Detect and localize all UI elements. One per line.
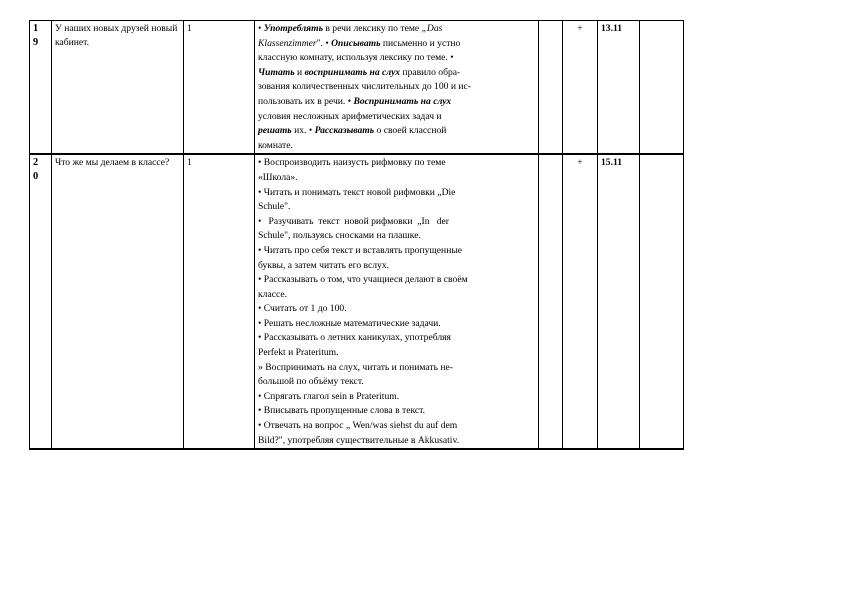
activity-text: пользовать их в речи. • <box>258 95 354 107</box>
activity-line: Schule". <box>258 201 291 213</box>
activity-line: Perfekt и Prateritum. <box>258 347 339 359</box>
lesson-date: 15.11 <box>598 154 640 449</box>
activity-line: Bild?", употребляя существительные в Akkusativ. <box>258 434 460 446</box>
activity-line: • Решать несложные математические задачи. <box>258 317 441 329</box>
activity-line: • Вписывать пропущенные слова в текст. <box>258 405 426 417</box>
activity-verb: воспринимать на слух <box>304 66 401 78</box>
activity-line: условия несложных арифметических задач и <box>258 110 442 122</box>
activity-verb: Читать <box>258 66 295 78</box>
table-row <box>30 21 684 155</box>
activity-text: правило обра- <box>400 66 461 78</box>
lesson-topic: У наших новых друзей новый кабинет. <box>52 21 184 155</box>
activity-line: комнате. <box>258 139 293 151</box>
lesson-number-digit: 9 <box>33 37 39 48</box>
activity-text: в речи лексику по теме <box>322 23 422 34</box>
lesson-hours: 1 <box>184 21 255 155</box>
activity-verb: Описывать <box>331 37 381 49</box>
lesson-date: 13.11 <box>598 21 640 155</box>
activity-line <box>258 37 535 52</box>
activity-verb: Употреблять <box>263 23 323 34</box>
lesson-number-digit: 2 <box>33 157 39 169</box>
lesson-number-digit: 1 <box>33 23 39 34</box>
activity-line <box>258 124 535 139</box>
activity-line: • Читать и понимать текст новой рифмовки „Die <box>258 186 456 198</box>
activity-line: большой по объёму текст. <box>258 376 364 388</box>
lesson-hours: 1 <box>184 154 255 449</box>
activity-text: Klassenzimmer <box>258 37 317 49</box>
lesson-number <box>30 21 52 155</box>
activity-line: «Школа». <box>258 171 298 183</box>
lesson-number-digit: 0 <box>33 171 39 183</box>
table-row <box>30 154 684 449</box>
lesson-plan-table <box>29 20 684 450</box>
bullet-text: • <box>258 23 264 34</box>
activity-line: зования количественных числительных до 100 и ис- <box>258 81 471 93</box>
empty-cell <box>640 21 684 155</box>
activity-text: „Das <box>421 23 443 34</box>
activity-text: о своей классной <box>374 125 447 137</box>
activity-text: и <box>294 66 305 78</box>
activity-verb: Рассказывать <box>314 125 375 137</box>
activity-line <box>258 66 535 81</box>
activity-line: буквы, а затем читать его вслух. <box>258 259 390 271</box>
activity-verb: Воспринимать на слух <box>353 95 452 107</box>
lesson-number <box>30 154 52 449</box>
activity-line: » Воспринимать на слух, читать и понимать не- <box>258 361 453 373</box>
completion-mark: + <box>563 21 598 155</box>
activity-line: Schule", пользуясь сносками на плашке. <box>258 230 421 242</box>
activity-text: их. • <box>291 125 315 137</box>
activity-line: • Воспроизводить наизусть рифмовку по теме <box>258 157 446 169</box>
activity-line: классную комнату, используя лексику по теме. • <box>258 52 454 64</box>
activity-line: • Отвечать на вопрос „ Wen/was siehst du auf dem <box>258 420 458 432</box>
activity-text: ". • <box>316 37 332 49</box>
activity-line: • Рассказывать о том, что учащиеся делают в своём <box>258 274 468 286</box>
activity-line: • Читать про себя текст и вставлять пропущенные <box>258 244 463 256</box>
activity-line: • Разучивать текст новой рифмовки „In der <box>258 215 449 227</box>
completion-mark: + <box>563 154 598 449</box>
lesson-topic: Что же мы делаем в классе? <box>52 154 184 449</box>
lesson-activities <box>255 154 539 449</box>
activity-line <box>258 95 535 110</box>
activity-line: классе. <box>258 288 287 300</box>
activity-text: письменно и устно <box>380 37 461 49</box>
lesson-activities <box>255 21 539 155</box>
empty-cell <box>539 154 563 449</box>
activity-line: • Рассказывать о летних каникулах, употребляя <box>258 332 451 344</box>
activity-line: • Считать от 1 до 100. <box>258 303 347 315</box>
empty-cell <box>539 21 563 155</box>
activity-verb: решать <box>258 125 292 137</box>
activity-line <box>258 22 535 37</box>
empty-cell <box>640 154 684 449</box>
activity-line: • Спрягать глагол sein в Prateritum. <box>258 390 400 402</box>
